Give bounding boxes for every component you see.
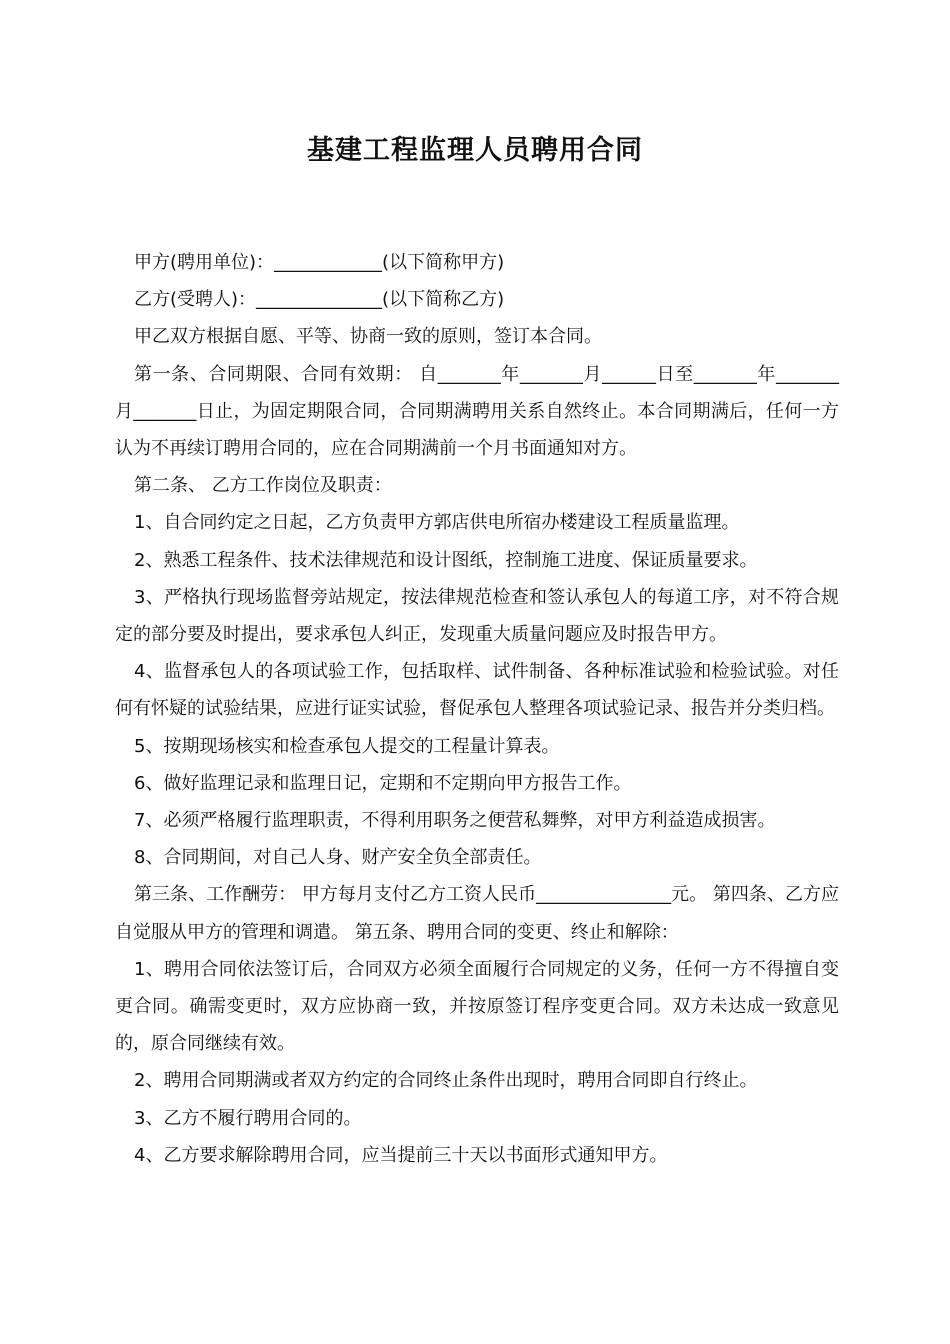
paragraph-duty-1: 1、自合同约定之日起，乙方负责甲方郭店供电所宿办楼建设工程质量监理。 xyxy=(134,512,740,534)
paragraph-duty-7: 7、必须严格履行监理职责，不得利用职务之便营私舞弊，对甲方利益造成损害。 xyxy=(134,810,776,832)
paragraph-party-a: 甲方(聘用单位)：____________(以下简称甲方) xyxy=(134,252,505,273)
paragraph-duty-8: 8、合同期间，对自己人身、财产安全负全部责任。 xyxy=(134,847,542,869)
paragraph-duty-5: 5、按期现场核实和检查承包人提交的工程量计算表。 xyxy=(134,735,560,757)
paragraph-change-2: 2、聘用合同期满或者双方约定的合同终止条件出现时，聘用合同即自行终止。 xyxy=(134,1070,758,1092)
paragraph-duty-2: 2、熟悉工程条件、技术法律规范和设计图纸，控制施工进度、保证质量要求。 xyxy=(134,549,758,571)
paragraph-change-3: 3、乙方不履行聘用合同的。 xyxy=(134,1107,362,1129)
document-body xyxy=(115,244,839,1174)
paragraph-change-1: 1、聘用合同依法签订后，合同双方必须全面履行合同规定的义务，任何一方不得擅自变更合同。确需变更时，双方应协商一致，并按原签订程序变更合同。双方未达成一致意见的，原合同继续有效。 xyxy=(115,958,839,1055)
paragraph-preamble: 甲乙双方根据自愿、平等、协商一致的原则，签订本合同。 xyxy=(134,326,602,348)
document-title: 基建工程监理人员聘用合同 xyxy=(307,135,643,166)
paragraph-articles-3-5: 第三条、工作酬劳： 甲方每月支付乙方工资人民币_______________元。 第四条、乙方应自觉服从甲方的管理和调遣。 第五条、聘用合同的变更、终止和解除： xyxy=(115,884,839,943)
paragraph-party-b: 乙方(受聘人)：______________(以下简称乙方) xyxy=(134,289,505,311)
paragraph-article-1: 第一条、合同期限、合同有效期： 自_______年_______月______日至_______年_______月_______日止，为固定期限合同，合同期满聘用关系自然终止。本合同期满后，任何一方认为不再续订聘用合同的，应在合同期满前一个月书面通知对方。 xyxy=(115,363,839,460)
paragraph-duty-6: 6、做好监理记录和监理日记，定期和不定期向甲方报告工作。 xyxy=(134,772,632,794)
paragraph-duty-3: 3、严格执行现场监督旁站规定，按法律规范检查和签认承包人的每道工序，对不符合规定的部分要及时提出，要求承包人纠正，发现重大质量问题应及时报告甲方。 xyxy=(115,586,839,646)
paragraph-duty-4: 4、监督承包人的各项试验工作，包括取样、试件制备、各种标准试验和检验试验。对任何有怀疑的试验结果，应进行证实试验，督促承包人整理各项试验记录、报告并分类归档。 xyxy=(115,661,839,720)
paragraph-change-4: 4、乙方要求解除聘用合同，应当提前三十天以书面形式通知甲方。 xyxy=(134,1144,668,1166)
paragraph-article-2-heading: 第二条、 乙方工作岗位及职责： xyxy=(134,475,392,497)
